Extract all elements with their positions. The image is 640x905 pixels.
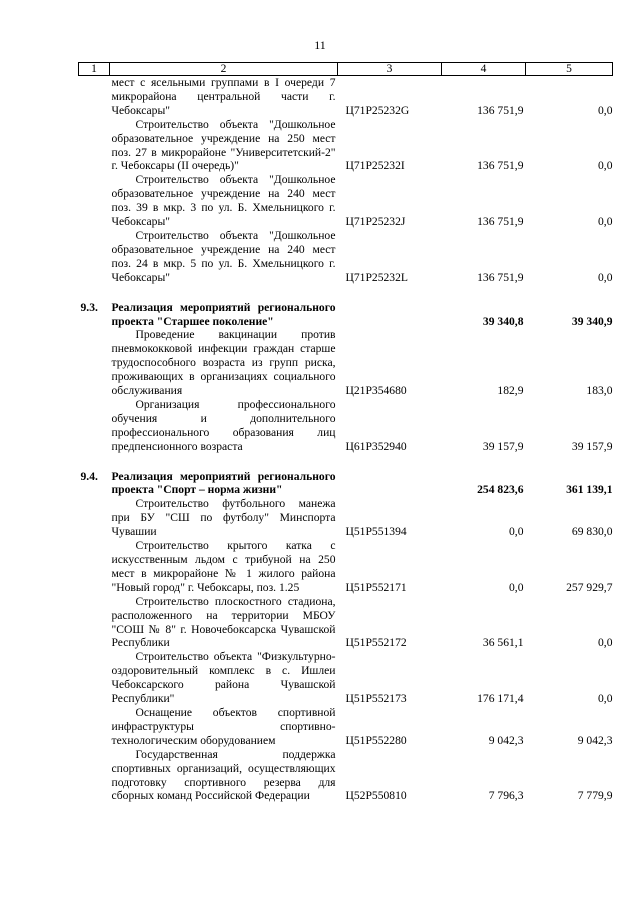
row-value-col5: 0,0: [598, 636, 613, 650]
row-value-col5: 183,0: [586, 384, 613, 398]
table-row: [79, 173, 613, 229]
row-value-col4: 0,0: [509, 525, 524, 539]
row-code: Ц51P551394: [345, 525, 407, 539]
column-header-5: 5: [526, 63, 613, 76]
row-code: Ц71P25232I: [345, 159, 405, 173]
column-header-4: 4: [442, 63, 526, 76]
row-description: мест с ясельными группами в I очереди 7 микрорайона центральной части г. Чебоксары": [111, 76, 336, 117]
row-description: Строительство объекта "Дошкольное образовательное учреждение на 240 мест поз. 24 в мкр. 5 по ул. Б. Хмельницкого г. Чебоксары": [111, 228, 336, 284]
row-spacer: [79, 454, 613, 470]
table-row: [79, 539, 613, 595]
row-index: [79, 398, 110, 454]
row-index: [79, 650, 110, 706]
row-description: Строительство объекта "Физкультурно-оздоровительный комплекс в с. Ишлеи Чебоксарского района Чувашской Республики": [111, 650, 336, 706]
row-description: Оснащение объектов спортивной инфраструктуры спортивно-технологическим оборудованием: [111, 705, 336, 747]
row-code: Ц52P550810: [345, 789, 407, 803]
row-description: Государственная поддержка спортивных организаций, осуществляющих подготовку спортивного резерва для сборных команд Российской Федерации: [111, 747, 336, 803]
row-index: [79, 173, 110, 229]
row-code: Ц21P354680: [345, 384, 407, 398]
section-total-col5: 39 340,9: [571, 314, 613, 328]
row-description: Строительство футбольного манежа при БУ "СШ по футболу" Минспорта Чувашии: [111, 497, 336, 539]
row-value-col5: 0,0: [598, 270, 613, 284]
section-row: [79, 470, 613, 498]
table-row: [79, 328, 613, 398]
row-index: [79, 328, 110, 398]
table-row: [79, 706, 613, 748]
table-row: [79, 118, 613, 174]
row-code: Ц71P25232J: [345, 215, 406, 229]
row-code: [338, 470, 442, 498]
page-number: 11: [314, 38, 326, 52]
row-code: [338, 301, 442, 329]
row-value-col5: 0,0: [598, 103, 613, 117]
table-row: [79, 76, 613, 118]
row-description: Строительство плоскостного стадиона, расположенного на территории МБОУ "СОШ № 8" г. Новочебоксарска Чувашской Республики: [111, 594, 336, 650]
row-value-col4: 176 171,4: [477, 692, 524, 706]
row-value-col5: 9 042,3: [577, 733, 613, 747]
row-value-col5: 7 779,9: [577, 789, 613, 803]
row-code: Ц51P552280: [345, 733, 407, 747]
table-row: [79, 497, 613, 539]
section-title: Реализация мероприятий регионального проекта "Спорт – норма жизни": [111, 469, 336, 497]
row-value-col5: 0,0: [598, 215, 613, 229]
section-index: 9.4.: [80, 469, 98, 483]
table-row: [79, 650, 613, 706]
budget-table: [78, 62, 613, 803]
row-index: [79, 76, 110, 118]
row-value-col5: 0,0: [598, 159, 613, 173]
row-index: [79, 118, 110, 174]
row-index: [79, 748, 110, 804]
row-value-col5: 39 157,9: [571, 439, 613, 453]
row-value-col4: 0,0: [509, 580, 524, 594]
row-value-col5: 0,0: [598, 692, 613, 706]
column-header-2: 2: [110, 63, 338, 76]
row-description: Строительство крытого катка с искусственным льдом с трибуной на 250 мест в микрорайоне № 1 жилого района "Новый город" г. Чебоксары, поз. 1.25: [111, 539, 336, 594]
row-value-col5: 69 830,0: [571, 525, 613, 539]
row-description: Организация профессионального обучения и дополнительного профессионального образования лиц предпенсионного возраста: [111, 397, 336, 453]
table-row: [79, 229, 613, 285]
row-description: Строительство объекта "Дошкольное образовательное учреждение на 250 мест поз. 27 в микрорайоне "Университетский-2" г. Чебоксары (II очередь)": [111, 117, 336, 173]
section-total-col5: 361 139,1: [566, 483, 613, 497]
row-index: [79, 229, 110, 285]
table-row: [79, 595, 613, 651]
row-code: Ц51P552172: [345, 636, 407, 650]
column-header-1: 1: [79, 63, 110, 76]
row-index: [79, 595, 110, 651]
section-row: [79, 301, 613, 329]
section-index: 9.3.: [80, 300, 98, 314]
row-value-col4: 136 751,9: [477, 103, 524, 117]
row-value-col4: 136 751,9: [477, 159, 524, 173]
row-code: Ц51P552173: [345, 692, 407, 706]
row-value-col4: 136 751,9: [477, 215, 524, 229]
column-number-header: [79, 63, 613, 76]
row-index: [79, 497, 110, 539]
row-index: [79, 706, 110, 748]
row-value-col4: 9 042,3: [488, 733, 524, 747]
row-value-col4: 136 751,9: [477, 270, 524, 284]
row-spacer: [79, 285, 613, 301]
section-total-col4: 254 823,6: [477, 483, 524, 497]
row-description: Строительство объекта "Дошкольное образовательное учреждение на 240 мест поз. 39 в мкр. 3 по ул. Б. Хмельницкого г. Чебоксары": [111, 173, 336, 229]
row-value-col4: 182,9: [497, 384, 524, 398]
table-row: [79, 398, 613, 454]
row-value-col4: 7 796,3: [488, 789, 524, 803]
section-total-col4: 39 340,8: [482, 314, 524, 328]
table-row: [79, 748, 613, 804]
row-code: Ц71P25232L: [345, 270, 408, 284]
row-code: Ц61P352940: [345, 439, 407, 453]
row-index: [79, 539, 110, 595]
row-value-col4: 39 157,9: [482, 439, 524, 453]
row-code: Ц51P552171: [345, 580, 407, 594]
row-code: Ц71P25232G: [345, 103, 410, 117]
row-description: Проведение вакцинации против пневмококковой инфекции граждан старше трудоспособного возраста из групп риска, проживающих в организациях социального обслуживания: [111, 328, 336, 398]
row-value-col5: 257 929,7: [566, 580, 613, 594]
row-value-col4: 36 561,1: [482, 636, 524, 650]
section-title: Реализация мероприятий регионального проекта "Старшее поколение": [111, 300, 336, 328]
column-header-3: 3: [338, 63, 442, 76]
